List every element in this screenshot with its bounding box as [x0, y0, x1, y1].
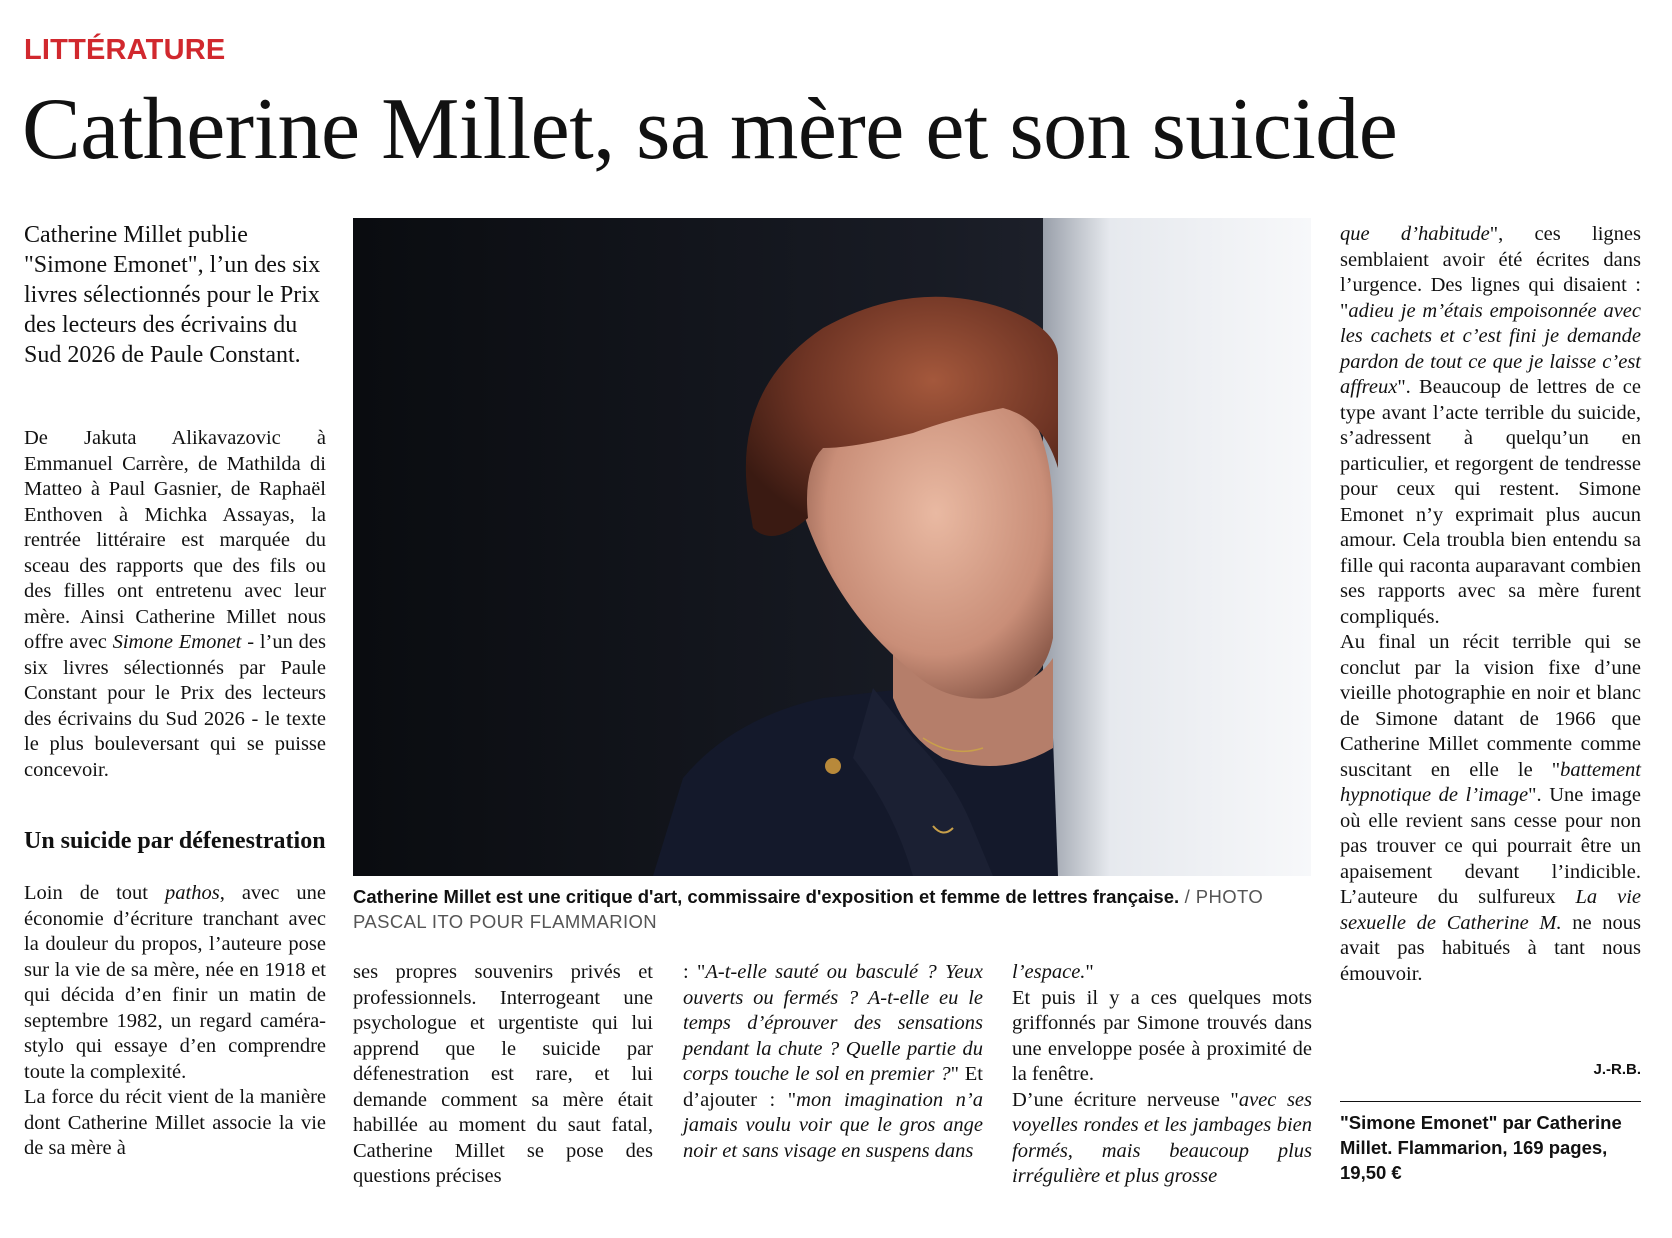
column-2 [353, 960, 653, 1190]
column-5 [1340, 222, 1641, 987]
quote: battement hypnotique de l’image [1340, 758, 1641, 806]
portrait-photo [353, 218, 1311, 876]
author-signature: J.-R.B. [1593, 1061, 1641, 1078]
quote: adieu je m’étais empoisonnée avec les cachets et c’est fini je demande pardon de tout ce que je laisse c’est affreux [1340, 299, 1641, 398]
paragraph: Au final un récit terrible qui se conclut par la vision fixe d’une vieille photographie en noir et blanc de Simone datant de 1966 que Catherine Millet commente comme suscitant en elle le "battement hypnotique de l’image". Une image où elle revient sans cesse pour non pas trouver ce qui pourrait être un apaisement devant l’indicible. L’auteure du sulfureux La vie sexuelle de Catherine M. ne nous avait pas habitués à tant nous émouvoir. [1340, 631, 1641, 985]
portrait-illustration [353, 218, 1311, 876]
section-rubric: LITTÉRATURE [24, 34, 226, 66]
paragraph: l’espace." [1012, 961, 1094, 983]
divider [1340, 1101, 1641, 1102]
paragraph: De Jakuta Alikavazovic à Emmanuel Carrère, de Mathilda di Matteo à Paul Gasnier, de Raphaël Enthoven à Michka Assayas, la rentrée littéraire est marquée du sceau des rapports que des fils ou des filles ont entretenu avec leur mère. Ainsi Catherine Millet nous offre avec Simone Emonet - l’un des six livres sélectionnés par Paule Constant pour le Prix des lecteurs des écrivains du Sud 2026 - le texte le plus bouleversant qui se puisse concevoir. [24, 427, 326, 781]
column-1-continued [24, 881, 326, 1162]
paragraph: que d’habitude", ces lignes semblaient avoir été écrites dans l’urgence. Des lignes qui disaient : "adieu je m’étais empoisonnée avec les cachets et c’est fini je demande pardon de tout ce que je laisse c’est affreux". Beaucoup de lettres de ce type avant l’acte terrible du suicide, s’adressent à quelqu’un en particulier, et regorgent de tendresse pour ceux qui restent. Simone Emonet n’y exprimait plus aucun amour. Cela troubla bien entendu sa fille qui raconta auparavant combien ses rapports avec sa mère furent compliqués. [1340, 223, 1641, 628]
column-3 [683, 960, 983, 1164]
paragraph: D’une écriture nerveuse "avec ses voyelles rondes et les jambages bien formés, mais beaucoup plus irrégulière et plus grosse [1012, 1088, 1312, 1187]
photo-credit: / PHOTO PASCAL ITO POUR FLAMMARION [353, 886, 1264, 932]
paragraph: : "A-t-elle sauté ou basculé ? Yeux ouverts ou fermés ? A-t-elle eu le temps d’éprouver des sensations pendant la chute ? Quelle partie du corps touche le sol en premier ?" Et d’ajouter : "mon imagination n’a jamais voulu voir que le gros ange noir et sans visage en suspens dans [683, 961, 983, 1162]
caption-text: Catherine Millet est une critique d'art, commissaire d'exposition et femme de lettres française. [353, 886, 1180, 907]
column-4 [1012, 960, 1312, 1190]
book-title: Simone Emonet [112, 631, 242, 653]
paragraph: Loin de tout pathos, avec une économie d’écriture tranchant avec la douleur du propos, l’auteure pose sur la vie de sa mère, née en 1918 et qui décida d’en finir un matin de septembre 1982, un regard caméra-stylo qui essaye d’en comprendre toute la complexité. [24, 882, 326, 1083]
book-title: La vie sexuelle de Catherine M. [1340, 886, 1641, 934]
quote: A-t-elle sauté ou basculé ? Yeux ouverts ou fermés ? A-t-elle eu le temps d’éprouver des sensations pendant la chute ? Quelle partie du corps touche le sol en premier ? [683, 961, 983, 1085]
paragraph: Et puis il y a ces quelques mots griffonnés par Simone trouvés dans une enveloppe posée à proximité de la fenêtre. [1012, 986, 1312, 1085]
book-info: "Simone Emonet" par Catherine Millet. Flammarion, 169 pages, 19,50 € [1340, 1112, 1622, 1183]
quote: avec ses voyelles rondes et les jambages bien formés, mais beaucoup plus irrégulière et plus grosse [1012, 1088, 1312, 1187]
paragraph: La force du récit vient de la manière dont Catherine Millet associe la vie de sa mère à [24, 1086, 326, 1159]
headline: Catherine Millet, sa mère et son suicide [22, 81, 1398, 178]
photo-caption [353, 884, 1313, 934]
quote: mon imagination n’a jamais voulu voir que le gros ange noir et sans visage en suspens dans [683, 1088, 983, 1162]
paragraph: ses propres souvenirs privés et professionnels. Interrogeant une psychologue et urgentiste qui lui apprend que le suicide par défenestration est rare, et lui demande comment sa mère était habillée au moment du saut fatal, Catherine Millet se pose des questions précises [353, 961, 653, 1187]
column-1-body [24, 426, 326, 783]
lead-paragraph: Catherine Millet publie "Simone Emonet", l’un des six livres sélectionnés pour le Prix des lecteurs des écrivains du Sud 2026 de Paule Constant. [24, 222, 321, 368]
subheading: Un suicide par défenestration [24, 828, 326, 854]
